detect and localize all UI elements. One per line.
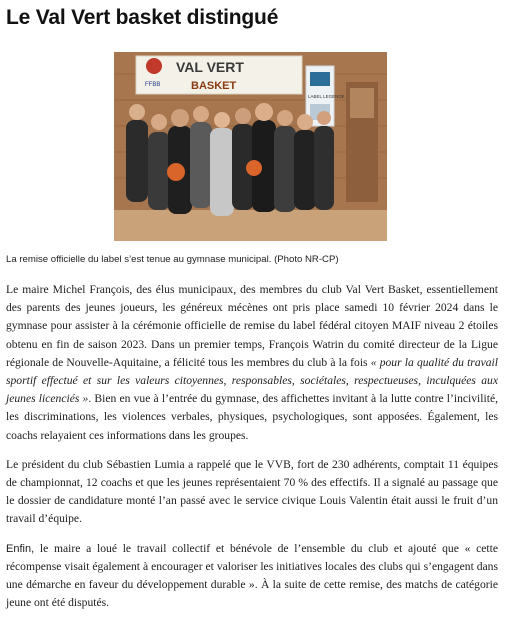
paragraph-3 — [6, 540, 498, 613]
paragraph-1-text: Le maire Michel François, des élus municipaux, des membres du club Val Vert Basket, essentiellement des parents des jeunes joueurs, les généreux mécènes ont pris place samedi 10 février 2024 dans le gymnase pour assister à la cérémonie officielle de remise du label fédéral citoyen MAIF niveau 2 étoiles obtenu en fin de saison 2023. Dans un premier temps, François Watrin du comité directeur de la Ligue régionale de Nouvelle-Aquitaine, a félicité tous les membres du club à la fois — [6, 283, 498, 369]
banner-sub-text: BASKET — [191, 80, 237, 92]
paragraph-3-text: le maire a loué le travail collectif et bénévole de l’ensemble du club et ajouté que « cette récompense visait également à encourager et valoriser les initiatives locales des clubs qui s’engagent dans une démarche en faveur du développement durable ». À la suite de cette remise, des matchs de catégorie jeune ont été disputés. — [6, 541, 498, 610]
photo-caption: La remise officielle du label s’est tenue au gymnase municipal. (Photo NR-CP) — [6, 254, 339, 265]
article-headline: Le Val Vert basket distingué — [6, 6, 279, 29]
article-photo — [114, 52, 387, 241]
ffbb-logo-text: FFBB — [145, 82, 161, 88]
banner-main-text: VAL VERT — [176, 59, 244, 75]
label-panel-text: LABEL LEGENDE — [308, 94, 345, 99]
article-body — [6, 281, 498, 623]
paragraph-3-lead: Enfin, — [6, 542, 35, 555]
paragraph-1-quote: « pour la qualité du travail sportif effectué et sur les valeurs citoyennes, responsables, sociétales, respectueuses, inculquées aux jeunes licenciés » — [6, 355, 499, 406]
group-photo-illustration — [114, 52, 387, 241]
paragraph-1-text-end: . Bien en vue à l’entrée du gymnase, des affichettes invitant à la lutte contre l’incivilité, les discriminations, les violences verbales, physiques, psychologiques, sont apposées. Également, les coachs relayaient ces informations dans les groupes. — [6, 392, 498, 442]
paragraph-1 — [6, 281, 498, 445]
paragraph-2: Le président du club Sébastien Lumia a rappelé que le VVB, fort de 230 adhérents, comptait 11 équipes de championnat, 12 coachs et que les jeunes représentaient 70 % des effectifs. Il a signalé au passage que le dossier de candidature monté l’an passé avec le service civique Louis Valentin était aussi le fruit d’un travail d’équipe. — [6, 457, 498, 526]
